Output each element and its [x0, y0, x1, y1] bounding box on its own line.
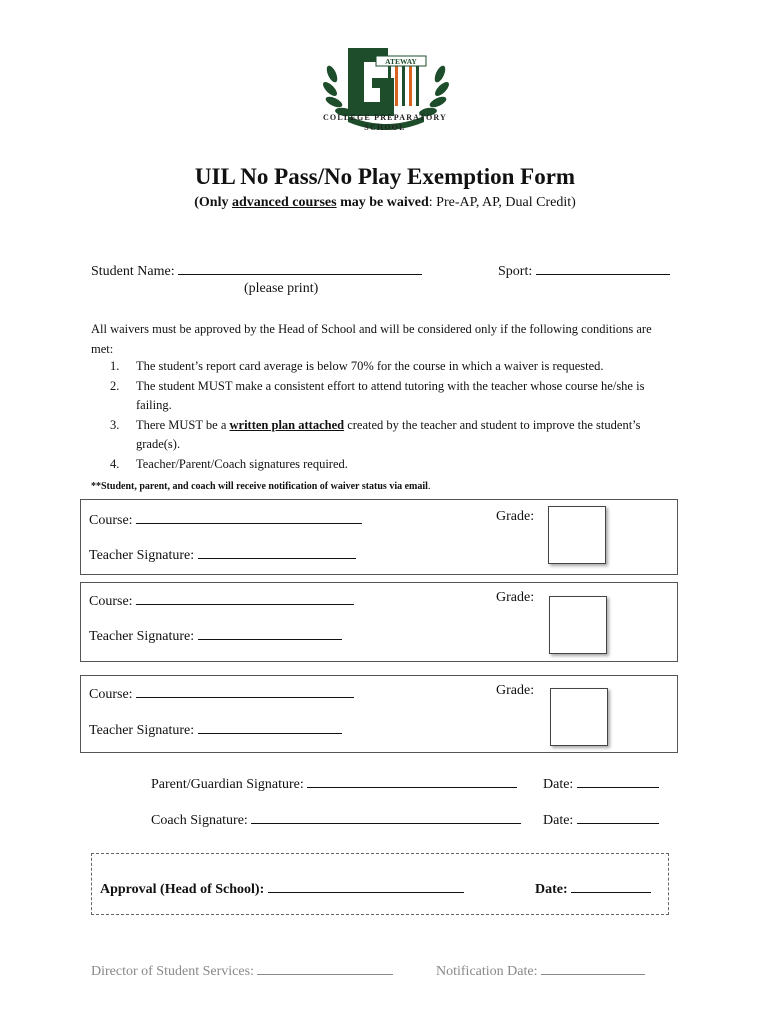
- grade-box-2[interactable]: [549, 596, 607, 654]
- condition-number: 4.: [110, 456, 120, 471]
- waiver-intro: All waivers must be approved by the Head of School and will be considered only if the following conditions are met:: [91, 322, 652, 356]
- student-name-field[interactable]: [178, 260, 422, 275]
- logo-line-1: COLLEGE PREPARATORY: [322, 113, 448, 122]
- sport-label: Sport:: [498, 264, 533, 279]
- director-row: [91, 960, 393, 980]
- student-name-label: Student Name:: [91, 264, 175, 279]
- teacher-signature-field-1[interactable]: [198, 544, 356, 559]
- condition-text: created by the teacher and student to improve the student’s grade(s).: [136, 417, 641, 451]
- teacher-signature-label: Teacher Signature:: [89, 723, 195, 738]
- condition-text: The student’s report card average is below 70% for the course in which a waiver is requested.: [136, 359, 604, 373]
- approval-label: Approval (Head of School):: [100, 882, 265, 897]
- date-label: Date:: [543, 777, 574, 792]
- coach-date-row: [543, 809, 659, 829]
- coach-signature-field[interactable]: [251, 809, 521, 824]
- course-label: Course:: [89, 687, 133, 702]
- sport-field[interactable]: [536, 260, 670, 275]
- teacher-row-2: [89, 625, 342, 645]
- notification-date-field[interactable]: [541, 960, 645, 975]
- coach-date-field[interactable]: [577, 809, 659, 824]
- subtitle-rest: : Pre-AP, AP, Dual Credit): [428, 195, 576, 210]
- condition-number: 1.: [110, 359, 120, 373]
- email-notice-text: **Student, parent, and coach will receive notification of waiver status via email: [91, 481, 428, 492]
- email-notice: [91, 481, 430, 492]
- notification-row: [436, 960, 645, 980]
- approval-date-label: Date:: [535, 882, 568, 897]
- subtitle-open: (Only: [194, 195, 232, 210]
- course-field-1[interactable]: [136, 509, 362, 524]
- subtitle-underlined: advanced courses: [231, 195, 337, 210]
- condition-number: 3.: [110, 417, 120, 432]
- grade-box-1[interactable]: [548, 506, 606, 564]
- course-row-2: [89, 590, 354, 610]
- grade-label-3: Grade:: [496, 683, 535, 698]
- course-label: Course:: [89, 513, 133, 528]
- teacher-signature-label: Teacher Signature:: [89, 629, 195, 644]
- student-name-row: [91, 260, 422, 280]
- approval-date-field[interactable]: [571, 878, 651, 893]
- condition-text: The student MUST make a consistent effort to attend tutoring with the teacher whose course he/she is failing.: [136, 378, 645, 412]
- teacher-row-1: [89, 544, 356, 564]
- teacher-row-3: [89, 719, 342, 739]
- parent-date-row: [543, 773, 659, 793]
- parent-signature-label: Parent/Guardian Signature:: [151, 777, 304, 792]
- approval-date-row: [535, 878, 651, 898]
- condition-text: There MUST be a: [136, 417, 230, 432]
- course-label: Course:: [89, 594, 133, 609]
- grade-label-1: Grade:: [496, 509, 535, 524]
- course-field-3[interactable]: [136, 683, 354, 698]
- condition-item: [110, 416, 670, 455]
- condition-item: [110, 377, 670, 416]
- course-row-3: [89, 683, 354, 703]
- course-field-2[interactable]: [136, 590, 354, 605]
- sport-row: [498, 260, 670, 280]
- condition-emphasis: written plan attached: [229, 417, 345, 432]
- condition-item: [110, 455, 670, 475]
- please-print-note: (please print): [244, 281, 319, 296]
- parent-signature-row: [151, 773, 517, 793]
- approval-row: [100, 878, 464, 898]
- teacher-signature-field-3[interactable]: [198, 719, 342, 734]
- director-signature-field[interactable]: [257, 960, 393, 975]
- approval-signature-field[interactable]: [268, 878, 464, 893]
- logo-banner-text: ATEWAY: [385, 57, 417, 66]
- condition-text: Teacher/Parent/Coach signatures required.: [136, 456, 348, 471]
- parent-signature-field[interactable]: [307, 773, 517, 788]
- teacher-signature-field-2[interactable]: [198, 625, 342, 640]
- email-notice-end: .: [427, 481, 431, 492]
- condition-item: [110, 357, 670, 377]
- course-row-1: [89, 509, 362, 529]
- grade-box-3[interactable]: [550, 688, 608, 746]
- notification-date-label: Notification Date:: [436, 964, 538, 979]
- date-label: Date:: [543, 813, 574, 828]
- parent-date-field[interactable]: [577, 773, 659, 788]
- condition-number: 2.: [110, 378, 120, 393]
- conditions-list: [110, 357, 670, 474]
- subtitle-bold-rest: may be waived: [336, 195, 429, 210]
- coach-signature-label: Coach Signature:: [151, 813, 248, 828]
- form-title: UIL No Pass/No Play Exemption Form: [194, 164, 576, 189]
- director-label: Director of Student Services:: [91, 964, 254, 979]
- grade-label-2: Grade:: [496, 590, 535, 605]
- form-subtitle: [0, 195, 770, 211]
- logo-line-2: SCHOOL: [364, 123, 406, 132]
- teacher-signature-label: Teacher Signature:: [89, 548, 195, 563]
- coach-signature-row: [151, 809, 521, 829]
